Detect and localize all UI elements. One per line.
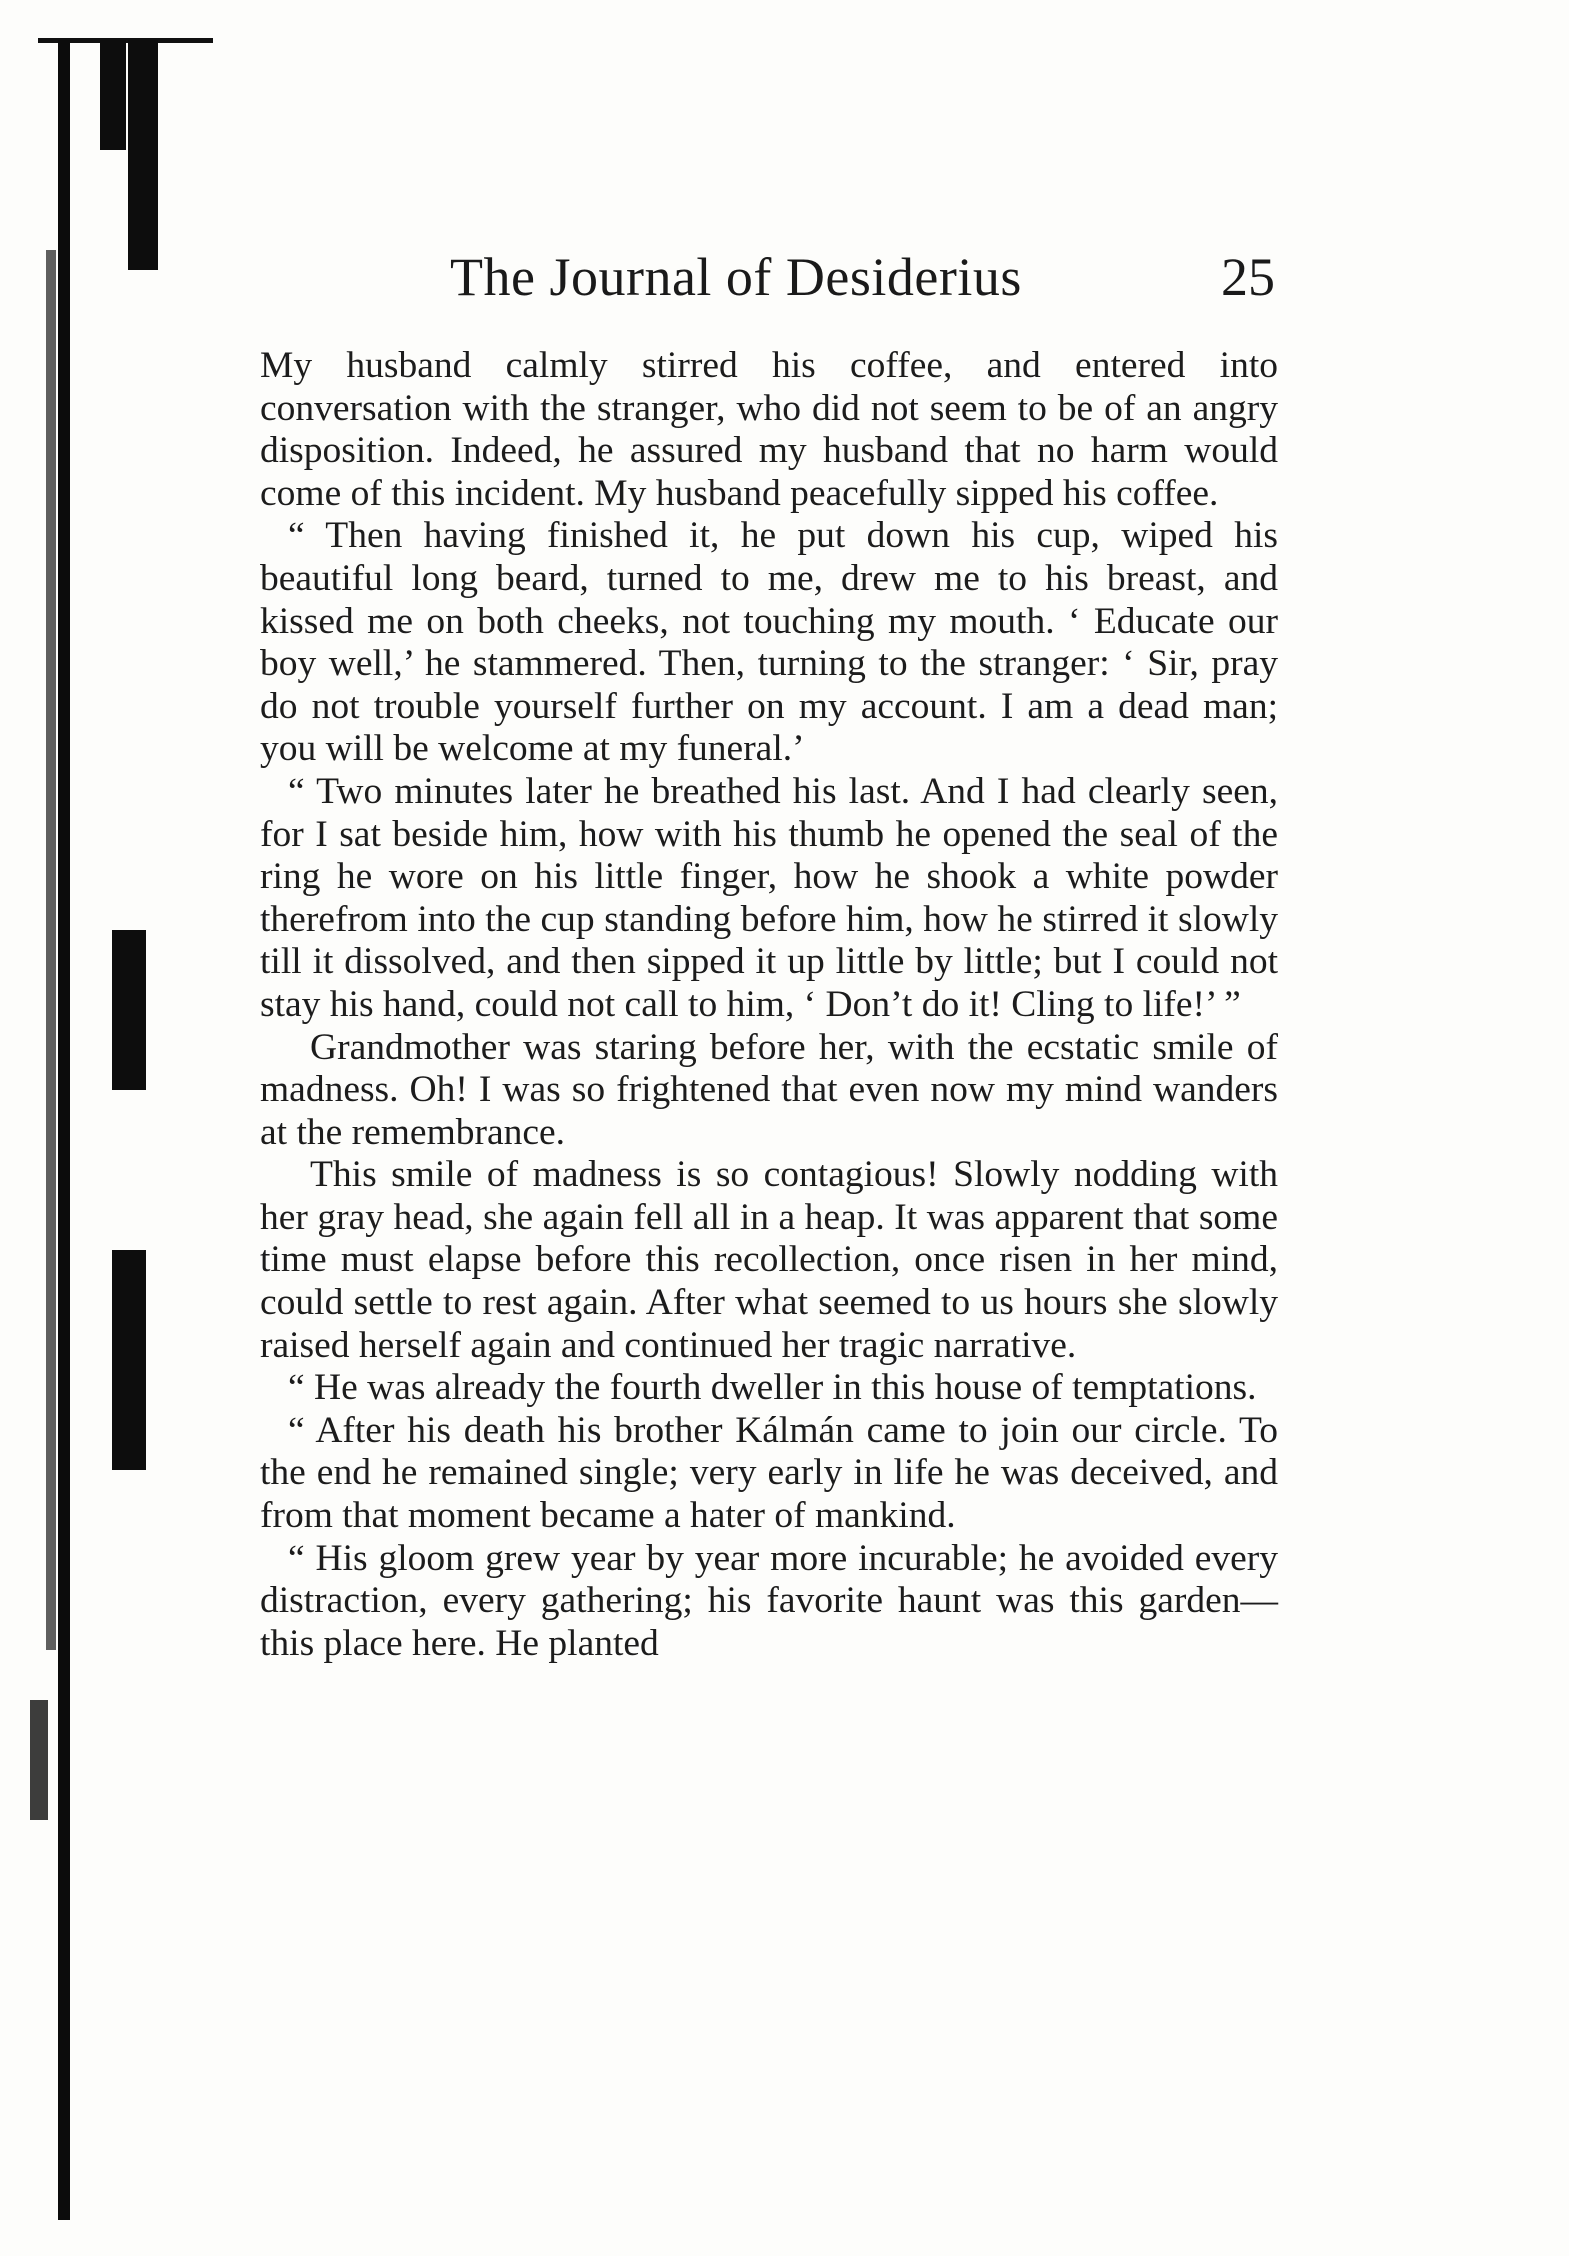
page-number: 25	[1221, 247, 1275, 307]
paragraph: My husband calmly stirred his coffee, and entered into conversation with the stranger, who did not seem to be of an angry disposition. Indeed, he assured my husband that no harm would come of this incident. My husband peacefully sipped his coffee.	[260, 345, 1278, 514]
ink-blot	[30, 1700, 48, 1820]
paragraph: This smile of madness is so contagious! Slowly nodding with her gray head, she again fell all in a heap. It was apparent that some time must elapse before this recollection, once risen in her mind, could settle to rest again. After what seemed to us hours she slowly raised herself again and continued her tragic narrative.	[260, 1154, 1278, 1366]
paragraph: “ After his death his brother Kálmán came to join our circle. To the end he remained single; very early in life he was deceived, and from that moment became a hater of mankind.	[260, 1409, 1278, 1537]
page-header	[265, 232, 1275, 312]
paragraph: “ Then having finished it, he put down his cup, wiped his beautiful long beard, turned to me, drew me to his breast, and kissed me on both cheeks, not touching my mouth. ‘ Educate our boy well,’ he stammered. Then, turning to the stranger: ‘ Sir, pray do not trouble yourself further on my account. I am a dead man; you will be welcome at my funeral.’	[260, 515, 1278, 770]
ink-blot	[112, 1250, 146, 1470]
binding-spine-shadow-secondary	[46, 250, 56, 1650]
ink-blot	[112, 930, 146, 1090]
paragraph: Grandmother was staring before her, with the ecstatic smile of madness. Oh! I was so frightened that even now my mind wanders at the remembrance.	[260, 1026, 1278, 1153]
ink-blot	[100, 40, 126, 150]
paragraph: “ He was already the fourth dweller in this house of temptations.	[288, 1367, 1257, 1409]
ink-blot	[128, 40, 158, 270]
binding-spine-shadow	[58, 40, 70, 2220]
body-text	[260, 345, 1278, 1665]
paragraph: “ His gloom grew year by year more incurable; he avoided every distraction, every gathering; his favorite haunt was this garden—this place here. He planted	[260, 1537, 1278, 1664]
running-title: The Journal of Desiderius	[450, 247, 1022, 307]
scan-gutter-artifact	[0, 0, 220, 2256]
paragraph: “ Two minutes later he breathed his last. And I had clearly seen, for I sat beside him, how with his thumb he opened the seal of the ring he wore on his little finger, how he shook a white powder therefrom into the cup standing before him, how he stirred it slowly till it dissolved, and then sipped it up little by little; but I could not stay his hand, could not call to him, ‘ Don’t do it! Cling to life!’ ”	[260, 770, 1278, 1025]
